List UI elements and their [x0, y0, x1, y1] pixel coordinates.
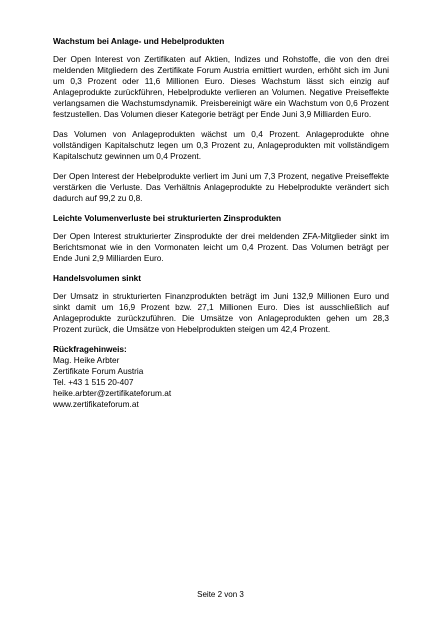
contact-organization: Zertifikate Forum Austria: [53, 366, 144, 376]
contact-website-link[interactable]: www.zertifikateforum.at: [53, 399, 139, 409]
paragraph: Das Volumen von Anlageprodukten wächst um 0,4 Prozent. Anlageprodukte ohne vollständigen Kapitalschutz legen um 0,3 Prozent zu, Anlageprodukten mit vollständigem Kapitalschutz gewinnen um 0,4 Prozent.: [53, 129, 389, 161]
paragraph: Der Open Interest strukturierter Zinsprodukte der drei meldenden ZFA-Mitglieder sinkt im Berichtsmonat wie in den Vormonaten leicht um 0,4 Prozent. Das Volumen beträgt per Ende Juni 2,9 Milliarden Euro.: [53, 231, 389, 263]
contact-email-link[interactable]: heike.arbter@zertifikateforum.at: [53, 388, 172, 398]
document-page: [53, 36, 389, 410]
paragraph: Der Umsatz in strukturierten Finanzprodukten beträgt im Juni 132,9 Millionen Euro und sinkt damit um 16,9 Prozent bzw. 27,1 Millionen Euro. Dies ist ausschließlich auf Anlageprodukte zurückzuführen. Die Umsätze von Anlageprodukten gehen um 28,3 Prozent zurück, die Umsätze von Hebelprodukten steigen um 42,4 Prozent.: [53, 291, 389, 334]
section-trading-volume: [53, 273, 389, 335]
contact-title: Rückfragehinweis:: [53, 344, 127, 354]
contact-name: Mag. Heike Arbter: [53, 355, 120, 365]
section-interest-products: [53, 213, 389, 264]
paragraph: Der Open Interest der Hebelprodukte verliert im Juni um 7,3 Prozent, negative Preiseffekte verstärken die Verluste. Das Verhältnis Anlageprodukte zu Hebelprodukte verändert sich dadurch auf 99,2 zu 0,8.: [53, 171, 389, 203]
section-growth: [53, 36, 389, 204]
contact-phone: Tel. +43 1 515 20-407: [53, 377, 134, 387]
paragraph: Der Open Interest von Zertifikaten auf Aktien, Indizes und Rohstoffe, die von den drei meldenden Mitgliedern des Zertifikate Forum Austria emittiert wurden, erhöht sich im Juni um 0,3 Prozent oder 11,6 Millionen Euro. Dieses Wachstum lässt sich einzig auf Anlageprodukte zurückführen, Hebelprodukte verlieren an Volumen. Negative Preiseffekte verlangsamen die Wachstumsdynamik. Preisbereinigt wäre ein Wachstum von 0,6 Prozent festzustellen. Das Volumen dieser Kategorie beträgt per Ende Juni 3,9 Milliarden Euro.: [53, 54, 389, 119]
page-number: Seite 2 von 3: [197, 590, 244, 599]
section-heading: Wachstum bei Anlage- und Hebelprodukten: [53, 36, 225, 46]
section-heading: Handelsvolumen sinkt: [53, 273, 142, 283]
section-heading: Leichte Volumenverluste bei strukturierten Zinsprodukten: [53, 213, 282, 223]
contact-block: [53, 344, 389, 410]
